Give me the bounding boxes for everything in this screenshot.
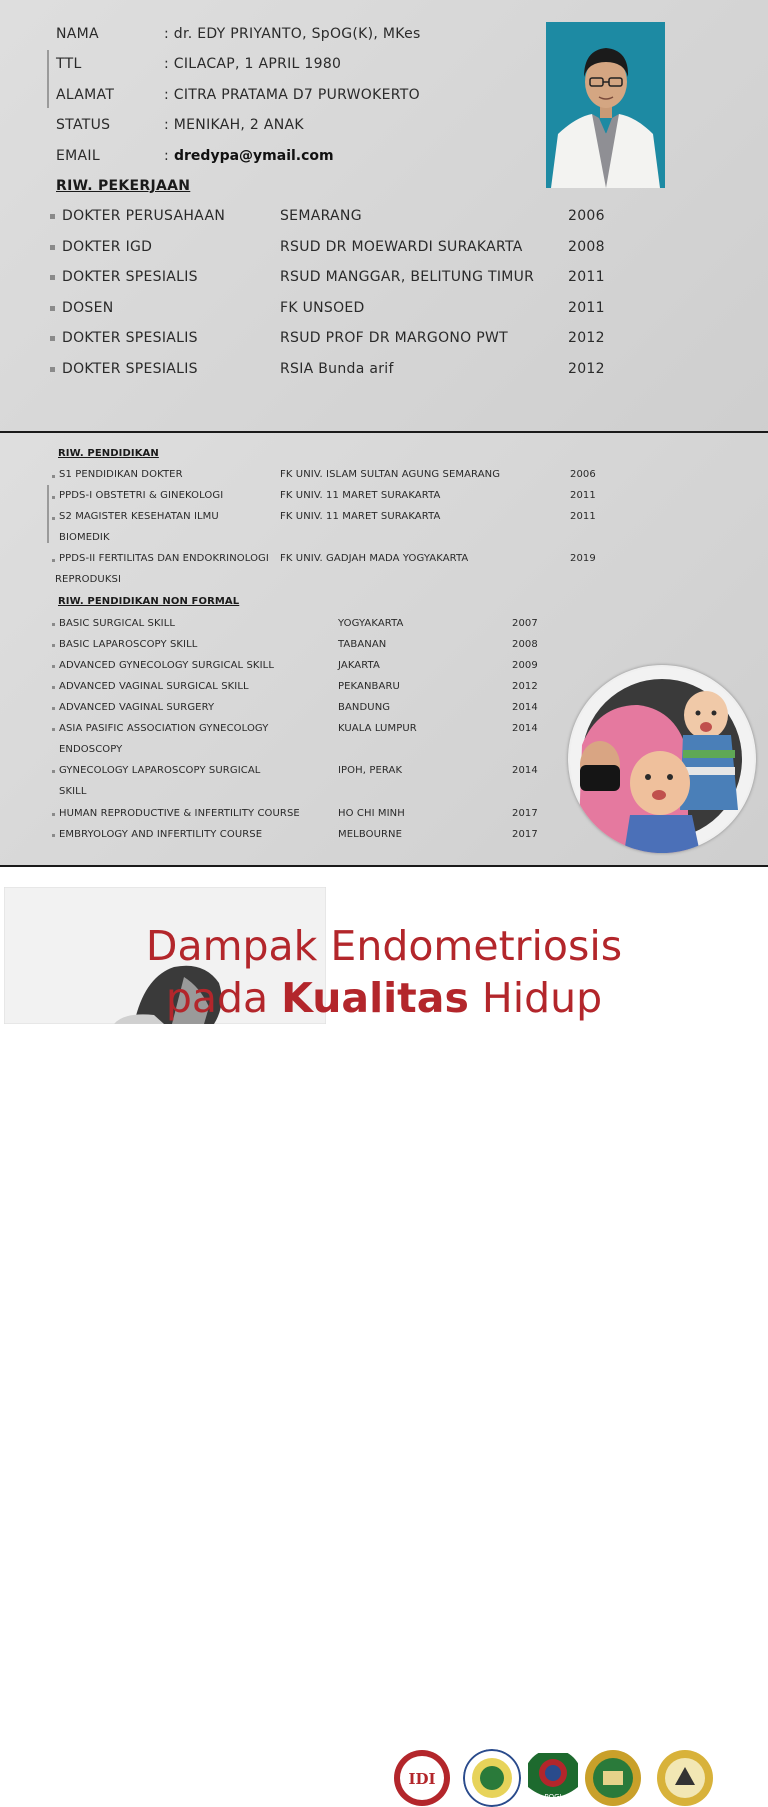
work-role: DOKTER SPESIALIS	[62, 269, 198, 285]
education-year: 2006	[570, 469, 596, 480]
work-role: DOKTER IGD	[62, 239, 153, 255]
nonformal-city: HO CHI MINH	[338, 808, 405, 819]
work-place: RSUD PROF DR MARGONO PWT	[280, 330, 508, 346]
nonformal-city: MELBOURNE	[338, 829, 403, 840]
education-degree-cont: REPRODUKSI	[55, 574, 121, 585]
bullet	[52, 517, 55, 520]
nonformal-course-cont: SKILL	[59, 786, 87, 797]
work-place: RSUD DR MOEWARDI SURAKARTA	[280, 239, 523, 255]
nonformal-year: 2009	[512, 660, 538, 671]
profile-value-nama: : dr. EDY PRIYANTO, SpOG(K), MKes	[164, 26, 421, 42]
pogi-logo	[524, 1749, 582, 1807]
bullet	[52, 834, 55, 837]
work-year: 2011	[568, 269, 605, 285]
education-degree: PPDS-I OBSTETRI & GINEKOLOGI	[59, 490, 224, 501]
bullet	[50, 367, 55, 372]
bullet	[52, 813, 55, 816]
profile-email-colon: :	[164, 148, 170, 164]
education-year: 2019	[570, 553, 596, 564]
portrait-illustration	[546, 22, 665, 188]
nonformal-course: ADVANCED GYNECOLOGY SURGICAL SKILL	[59, 660, 274, 671]
nonformal-heading: RIW. PENDIDIKAN NON FORMAL	[58, 596, 240, 607]
bullet	[52, 707, 55, 710]
decorative-bar	[47, 50, 49, 108]
bullet	[52, 665, 55, 668]
nonformal-course: GYNECOLOGY LAPAROSCOPY SURGICAL	[59, 765, 261, 776]
nonformal-year: 2008	[512, 639, 538, 650]
nonformal-city: JAKARTA	[338, 660, 380, 671]
bullet	[52, 770, 55, 773]
slide-title-line-2	[0, 974, 768, 1022]
decorative-bar	[47, 485, 49, 543]
profile-label-email: EMAIL	[56, 148, 100, 164]
nonformal-city: KUALA LUMPUR	[338, 723, 417, 734]
nonformal-city: IPOH, PERAK	[338, 765, 403, 776]
nonformal-year: 2017	[512, 808, 538, 819]
education-degree: PPDS-II FERTILITAS DAN ENDOKRINOLOGI	[59, 553, 269, 564]
education-institution: FK UNIV. ISLAM SULTAN AGUNG SEMARANG	[280, 469, 501, 480]
education-institution: FK UNIV. GADJAH MADA YOGYAKARTA	[280, 553, 469, 564]
work-role: DOKTER PERUSAHAAN	[62, 208, 226, 224]
profile-label-status: STATUS	[56, 117, 111, 133]
nonformal-course-cont: ENDOSCOPY	[59, 744, 123, 755]
profile-value-ttl: : CILACAP, 1 APRIL 1980	[164, 56, 342, 72]
education-degree: S1 PENDIDIKAN DOKTER	[59, 469, 183, 480]
nonformal-course: EMBRYOLOGY AND INFERTILITY COURSE	[59, 829, 263, 840]
profile-label-ttl: TTL	[56, 56, 82, 72]
education-degree-cont: BIOMEDIK	[59, 532, 110, 543]
work-role: DOSEN	[62, 300, 114, 316]
cv-slide-1	[0, 0, 768, 433]
nonformal-year: 2014	[512, 765, 538, 776]
slide-title-line-1: Dampak Endometriosis	[145, 922, 623, 970]
work-role: DOKTER SPESIALIS	[62, 361, 198, 377]
family-photo	[568, 665, 756, 853]
work-year: 2012	[568, 330, 605, 346]
education-heading: RIW. PENDIDIKAN	[58, 448, 159, 459]
profile-value-alamat: : CITRA PRATAMA D7 PURWOKERTO	[164, 87, 420, 103]
family-illustration	[568, 665, 756, 853]
idi-logo	[393, 1749, 451, 1807]
university-logo-4	[584, 1749, 642, 1807]
portrait-photo	[546, 22, 665, 188]
nonformal-course: ADVANCED VAGINAL SURGICAL SKILL	[59, 681, 249, 692]
bullet	[52, 728, 55, 731]
profile-value-status: : MENIKAH, 2 ANAK	[164, 117, 304, 133]
bullet	[52, 559, 55, 562]
nonformal-course: HUMAN REPRODUCTIVE & INFERTILITY COURSE	[59, 808, 300, 819]
work-role: DOKTER SPESIALIS	[62, 330, 198, 346]
bullet	[50, 245, 55, 250]
bullet	[52, 644, 55, 647]
nonformal-year: 2007	[512, 618, 538, 629]
bullet	[50, 214, 55, 219]
nonformal-city: TABANAN	[338, 639, 387, 650]
nonformal-year: 2017	[512, 829, 538, 840]
work-year: 2008	[568, 239, 605, 255]
profile-email-value: dredypa@ymail.com	[174, 148, 334, 164]
nonformal-course: ADVANCED VAGINAL SURGERY	[59, 702, 215, 713]
title-slide	[0, 867, 768, 1801]
nonformal-city: PEKANBARU	[338, 681, 400, 692]
nonformal-course: BASIC SURGICAL SKILL	[59, 618, 176, 629]
unsoed-logo	[656, 1749, 714, 1807]
bullet	[52, 686, 55, 689]
education-degree: S2 MAGISTER KESEHATAN ILMU	[59, 511, 219, 522]
work-year: 2012	[568, 361, 605, 377]
organisation-logo-2	[463, 1749, 521, 1807]
bullet	[50, 306, 55, 311]
nonformal-city: YOGYAKARTA	[338, 618, 404, 629]
work-year: 2011	[568, 300, 605, 316]
work-heading: RIW. PEKERJAAN	[56, 178, 191, 194]
slide-title-emphasis: Kualitas	[281, 974, 469, 1022]
education-year: 2011	[570, 511, 596, 522]
education-institution: FK UNIV. 11 MARET SURAKARTA	[280, 490, 441, 501]
profile-label-alamat: ALAMAT	[56, 87, 115, 103]
nonformal-course: BASIC LAPAROSCOPY SKILL	[59, 639, 198, 650]
slide-title-pre: pada	[165, 974, 282, 1022]
work-place: RSIA Bunda arif	[280, 361, 394, 377]
nonformal-course: ASIA PASIFIC ASSOCIATION GYNECOLOGY	[59, 723, 269, 734]
work-place: RSUD MANGGAR, BELITUNG TIMUR	[280, 269, 535, 285]
work-year: 2006	[568, 208, 605, 224]
work-place: SEMARANG	[280, 208, 362, 224]
slide-title-post: Hidup	[468, 974, 603, 1022]
nonformal-city: BANDUNG	[338, 702, 391, 713]
nonformal-year: 2014	[512, 702, 538, 713]
education-year: 2011	[570, 490, 596, 501]
work-place: FK UNSOED	[280, 300, 365, 316]
bullet	[52, 496, 55, 499]
profile-label-nama: NAMA	[56, 26, 99, 42]
bullet	[52, 623, 55, 626]
svg-text:POGI: POGI	[544, 1793, 562, 1801]
nonformal-year: 2014	[512, 723, 538, 734]
education-institution: FK UNIV. 11 MARET SURAKARTA	[280, 511, 441, 522]
bullet	[52, 475, 55, 478]
bullet	[50, 336, 55, 341]
nonformal-year: 2012	[512, 681, 538, 692]
bullet	[50, 275, 55, 280]
svg-text:IDI: IDI	[408, 1770, 436, 1788]
